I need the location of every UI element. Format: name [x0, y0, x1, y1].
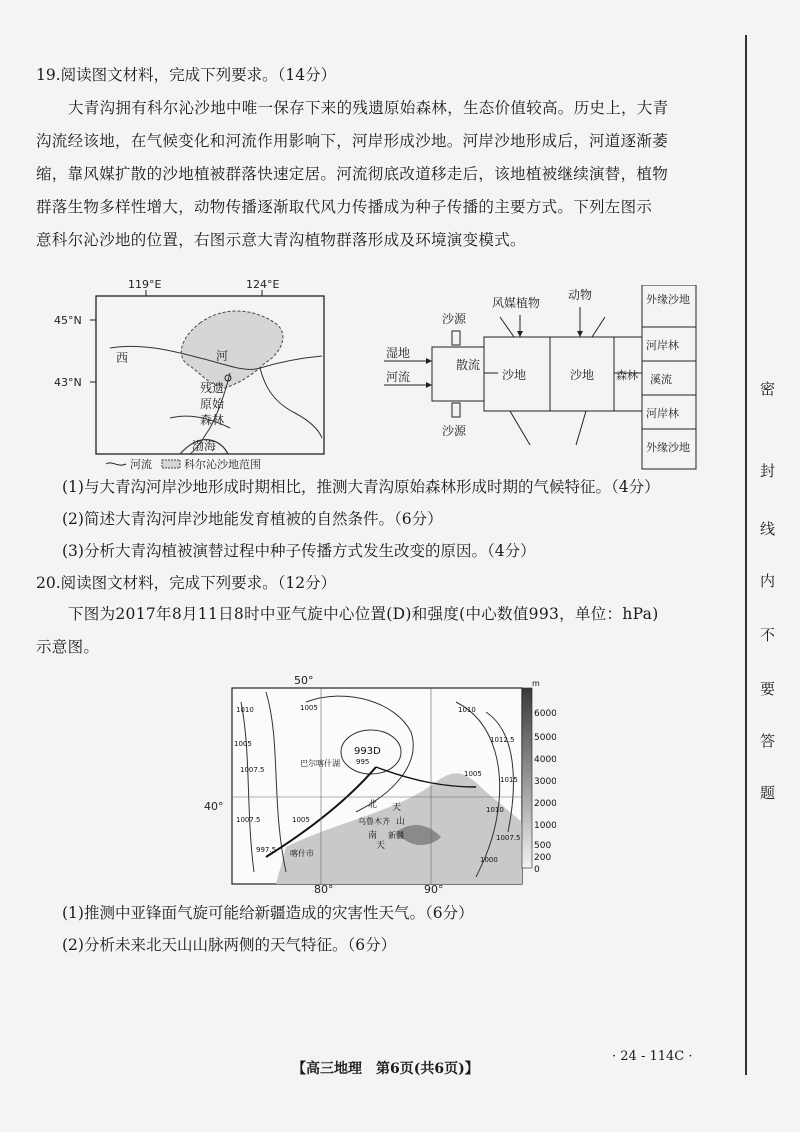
label-right-col: 外缘沙地 — [646, 441, 690, 454]
label-fengmei: 风媒植物 — [492, 296, 541, 310]
q20-para-line: 示意图。 — [36, 638, 100, 656]
sandy-land-area — [181, 311, 283, 388]
map-label-bohai: 渤海 — [192, 439, 217, 453]
horqin-location-map — [50, 278, 330, 473]
label-right-col: 外缘沙地 — [646, 293, 690, 306]
map-lon-right: 124°E — [246, 278, 280, 291]
page-footer-title: 【高三地理 第6页(共6页)】 — [292, 1061, 479, 1077]
wm-scale-tick: 0 — [534, 865, 540, 875]
label-senlin: 森林 — [616, 369, 638, 382]
map-lat-top: 45°N — [54, 314, 82, 327]
label-sanliu: 散流 — [456, 358, 481, 372]
wm-isobar-label: 1007.5 — [236, 816, 261, 824]
q19-sub-1: (1)与大青沟河岸沙地形成时期相比，推测大青沟原始森林形成时期的气候特征。（4分） — [62, 478, 660, 496]
map-label-forest: 残遗 — [200, 381, 225, 395]
wm-isobar-label: 995 — [356, 758, 370, 766]
wm-isobar-label: 1007.5 — [496, 834, 521, 842]
label-heliu: 河流 — [386, 370, 411, 384]
seal-char: 题 — [760, 784, 776, 802]
wm-isobar-label: 1007.5 — [240, 766, 265, 774]
wm-isobar-label: 1010 — [236, 706, 254, 714]
q19-para-line: 意科尔沁沙地的位置，右图示意大青沟植物群落形成及环境演变模式。 — [36, 231, 526, 249]
map-label-xi: 西 — [116, 351, 129, 365]
seal-char: 线 — [760, 520, 776, 538]
wm-place: 乌鲁木齐 — [358, 817, 390, 826]
map-lon-left: 119°E — [128, 278, 162, 291]
wm-scale-tick: 500 — [534, 841, 552, 851]
wm-scale-tick: 2000 — [534, 799, 556, 809]
label-right-col: 河岸林 — [646, 339, 679, 352]
wm-isobar-label: 1015 — [500, 776, 518, 784]
wm-isobar-label: 1005 — [292, 816, 310, 824]
river-line — [260, 368, 322, 438]
wm-isobar-label: 1005 — [300, 704, 318, 712]
wm-lon-90: 90° — [424, 883, 444, 894]
wm-scale-tick: 6000 — [534, 709, 556, 719]
wm-lat-top: 50° — [294, 674, 314, 687]
q19-sub-3: (3)分析大青沟植被演替过程中种子传播方式发生改变的原因。（4分） — [62, 542, 536, 560]
q20-sub-2: (2)分析未来北天山山脉两侧的天气特征。（6分） — [62, 936, 397, 954]
seal-char: 不 — [760, 626, 776, 644]
wm-isobar-label: 997.5 — [256, 846, 277, 854]
wm-place: 南 — [368, 831, 378, 841]
page-footer-code: · 24 - 114C · — [612, 1049, 693, 1064]
label-shayuan-bottom: 沙源 — [442, 424, 467, 438]
q20-sub-1: (1)推测中亚锋面气旋可能给新疆造成的灾害性天气。（6分） — [62, 904, 474, 922]
vegetation-succession-diagram — [380, 285, 700, 470]
q19-heading: 19.阅读图文材料，完成下列要求。（14分） — [36, 66, 337, 84]
seal-char: 封 — [760, 462, 776, 480]
label-dongwu: 动物 — [568, 288, 593, 302]
legend-sandy: 科尔沁沙地范围 — [184, 458, 261, 471]
label-shadi-2: 沙地 — [570, 368, 595, 382]
q19-para-line: 大青沟拥有科尔沁沙地中唯一保存下来的残遗原始森林，生态价值较高。历史上，大青 — [68, 99, 669, 117]
wm-place: 新疆 — [388, 831, 404, 840]
wm-scale-unit: m — [532, 679, 540, 688]
label-shidi: 湿地 — [386, 346, 411, 360]
wm-isobar-label: 1010 — [458, 706, 476, 714]
wm-place: 天 — [376, 841, 386, 851]
wm-lat-mid: 40° — [204, 800, 224, 813]
seal-line — [745, 35, 747, 1075]
q19-para-line: 缩，靠风媒扩散的沙地植被群落快速定居。河流彻底改道移走后，该地植被继续演替，植物 — [36, 165, 669, 183]
wm-place: 北 — [368, 800, 378, 810]
map-label-forest: 森林 — [200, 413, 225, 427]
wm-scale-tick: 200 — [534, 853, 552, 863]
wm-scale-tick: 3000 — [534, 777, 556, 787]
wm-place: 天 — [392, 803, 402, 813]
wm-isobar-label: 1000 — [480, 856, 498, 864]
label-shadi-1: 沙地 — [502, 368, 527, 382]
wm-scale-tick: 4000 — [534, 755, 556, 765]
seal-char: 答 — [760, 732, 776, 750]
q19-para-line: 沟流经该地，在气候变化和河流作用影响下，河岸形成沙地。河岸沙地形成后，河道逐渐萎 — [36, 132, 669, 150]
wm-place: 山 — [396, 817, 406, 827]
seal-char: 内 — [760, 572, 776, 590]
wm-scale-tick: 5000 — [534, 733, 556, 743]
label-right-col: 河岸林 — [646, 407, 679, 420]
wm-isobar-label: 1012.5 — [490, 736, 515, 744]
q20-heading: 20.阅读图文材料，完成下列要求。（12分） — [36, 574, 337, 592]
q19-material — [36, 92, 716, 257]
seal-char: 密 — [760, 380, 776, 398]
map-label-forest: 原始 — [200, 397, 225, 411]
map-label-he: 河 — [216, 349, 229, 363]
q20-material — [36, 598, 716, 664]
wm-lake: 巴尔喀什湖 — [300, 759, 340, 768]
map-lat-bottom: 43°N — [54, 376, 82, 389]
wm-lon-80: 80° — [314, 883, 334, 894]
label-shayuan-top: 沙源 — [442, 312, 467, 326]
legend-river: 河流 — [130, 458, 152, 471]
q19-para-line: 群落生物多样性增大，动物传播逐渐取代风力传播成为种子传播的主要方式。下列左图示 — [36, 198, 653, 216]
wm-place: 喀什市 — [290, 849, 314, 858]
wm-scale-tick: 1000 — [534, 821, 556, 831]
label-right-col: 溪流 — [650, 373, 672, 386]
wm-center: 993D — [354, 746, 381, 757]
q19-sub-2: (2)简述大青沟河岸沙地能发育植被的自然条件。（6分） — [62, 510, 443, 528]
wm-isobar-label: 1005 — [464, 770, 482, 778]
cyclone-weather-map — [196, 672, 556, 894]
seal-char: 要 — [760, 680, 776, 698]
wm-isobar-label: 1010 — [486, 806, 504, 814]
wm-isobar-label: 1005 — [234, 740, 252, 748]
q20-para-line: 下图为2017年8月11日8时中亚气旋中心位置(D)和强度(中心数值993，单位：hPa) — [68, 605, 659, 623]
